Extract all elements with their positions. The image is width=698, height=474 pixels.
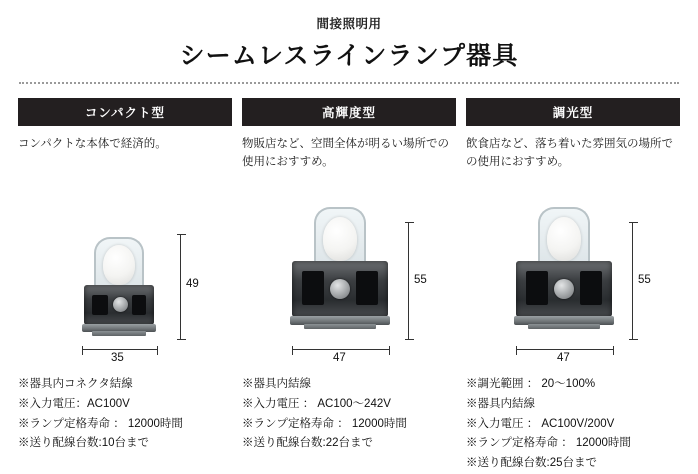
product-variant-columns xyxy=(0,84,698,474)
spec-list-dimming xyxy=(466,375,680,474)
variant-column-dimming xyxy=(466,98,680,474)
variant-column-high-brightness xyxy=(242,98,456,474)
dimension-width-high-brightness: 47 xyxy=(333,352,346,364)
page-title: シームレスラインランプ器具 xyxy=(179,42,519,70)
spec-item: ※調光範囲 ： 20〜100% xyxy=(466,378,596,390)
dimension-line-height-high-brightness xyxy=(408,222,409,340)
spec-item: ※送り配線台数:25台まで xyxy=(466,457,597,470)
fixture-knob-icon xyxy=(330,279,350,299)
dimension-line-width-high-brightness xyxy=(292,349,390,350)
dimension-height-high-brightness: 55 xyxy=(414,274,427,286)
spec-item: ※器具内コネクタ結線 xyxy=(18,378,133,390)
lamp-bulb-icon xyxy=(323,217,357,261)
spec-item: ※器具内結線 xyxy=(242,378,311,390)
product-figure-high-brightness xyxy=(242,194,456,369)
fixture-drawing-dimming xyxy=(514,203,614,343)
fixture-base-foot-icon xyxy=(92,331,146,336)
variant-column-compact xyxy=(18,98,232,474)
spec-item: ※器具内結線 xyxy=(466,397,535,410)
variant-title-dimming: 調光型 xyxy=(466,98,680,126)
variant-title-high-brightness: 高輝度型 xyxy=(242,98,456,126)
product-figure-compact xyxy=(18,194,232,369)
fixture-knob-icon xyxy=(554,279,574,299)
variant-description-dimming: 飲食店など、落ち着いた雰囲気の場所での使用におすすめ。 xyxy=(466,138,673,168)
dimension-line-height-compact xyxy=(180,234,181,340)
spec-item: ※ランプ定格寿命 ： 12000時間 xyxy=(242,417,407,430)
spec-item: ※送り配線台数:10台まで xyxy=(18,437,149,450)
fixture-slot-right-icon xyxy=(356,271,378,305)
spec-item: ※送り配線台数:22台まで xyxy=(242,437,373,450)
header-subtitle: 間接照明用 xyxy=(316,17,382,31)
spec-item: ※入力電圧 ： AC100〜242V xyxy=(242,397,391,410)
page-header xyxy=(0,0,698,72)
spec-item: ※ランプ定格寿命 ： 12000時間 xyxy=(466,437,631,450)
fixture-knob-icon xyxy=(113,297,128,312)
variant-description-high-brightness: 物販店など、空間全体が明るい場所での使用におすすめ。 xyxy=(242,138,449,168)
product-figure-dimming xyxy=(466,194,680,369)
spec-item: ※ランプ定格寿命 ： 12000時間 xyxy=(18,417,183,430)
dimension-line-width-compact xyxy=(82,349,158,350)
dimension-width-dimming: 47 xyxy=(557,352,570,364)
spec-list-compact xyxy=(18,375,232,454)
fixture-drawing-compact xyxy=(80,223,158,343)
fixture-slot-left-icon xyxy=(526,271,548,305)
dimension-height-dimming: 55 xyxy=(638,274,651,286)
lamp-bulb-icon xyxy=(547,217,581,261)
dimension-line-width-dimming xyxy=(516,349,614,350)
dimension-line-height-dimming xyxy=(632,222,633,340)
fixture-base-foot-icon xyxy=(304,324,376,329)
variant-title-compact: コンパクト型 xyxy=(18,98,232,126)
fixture-slot-right-icon xyxy=(132,295,146,315)
dimension-width-compact: 35 xyxy=(111,352,124,364)
fixture-drawing-high-brightness xyxy=(290,203,390,343)
fixture-slot-left-icon xyxy=(92,295,108,315)
spec-item: ※入力電圧：AC100V xyxy=(18,397,130,410)
spec-list-high-brightness xyxy=(242,375,456,454)
dimension-height-compact: 49 xyxy=(186,278,199,290)
fixture-base-foot-icon xyxy=(528,324,600,329)
fixture-slot-left-icon xyxy=(302,271,324,305)
lamp-bulb-icon xyxy=(103,245,135,285)
spec-item: ※入力電圧 ： AC100V/200V xyxy=(466,417,615,430)
variant-description-compact: コンパクトな本体で経済的。 xyxy=(18,138,167,150)
fixture-slot-right-icon xyxy=(580,271,602,305)
